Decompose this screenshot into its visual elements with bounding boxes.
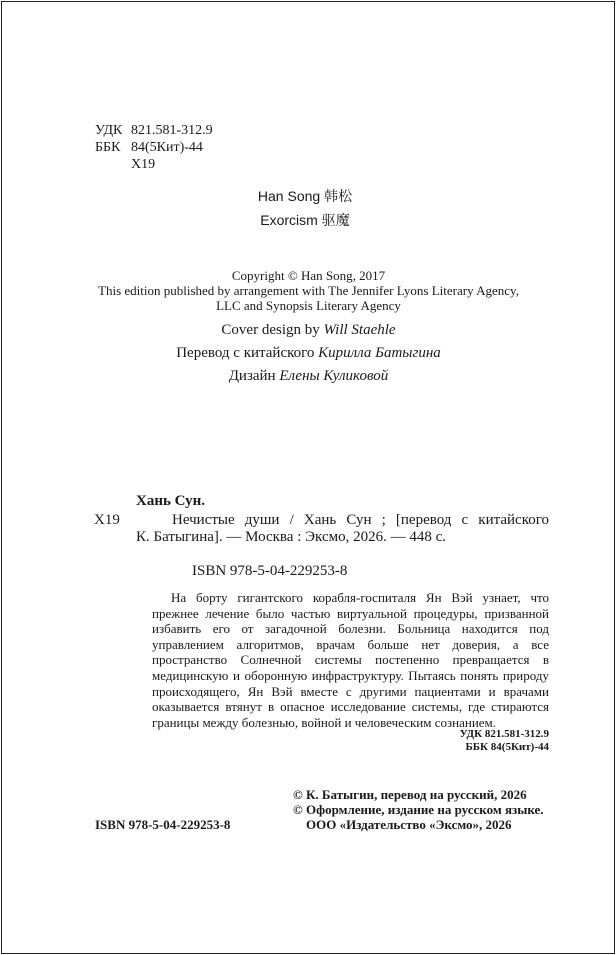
annotation xyxy=(152,590,549,730)
udk-label: УДК xyxy=(95,123,123,138)
bbk-label: ББК xyxy=(95,140,121,155)
udk-value: 821.581-312.9 xyxy=(131,123,213,138)
annotation-text: На борту гигантского корабля-госпиталя Ян Вэй узнает, что прежнее лечение было частью виртуальной процедуры, призванной избавить его от загадочной болезни. Больница находится под управлением алгоритмов, врачам больше нет доверия, а все пространство Солнечной системы постепенно превращается в медицинскую и оборонную инфраструктуру. Пытаясь понять природу происходящего, Ян Вэй вместе с другими пациентами и врачами оказывается втянут в опасное исследование системы, где стираются границы между болезнью, войной и человеческим сознанием. xyxy=(152,590,549,730)
bib-mark: Х19 xyxy=(94,512,120,528)
original-author: Han Song 韩松 xyxy=(257,188,353,204)
bib-line-1: Нечистые души / Хань Сун ; [перевод с китайского xyxy=(172,512,549,528)
author-mark: Х19 xyxy=(131,157,156,172)
copyright-publisher: ООО «Издательство «Эксмо», 2026 xyxy=(306,817,512,832)
bbk-value: 84(5Кит)-44 xyxy=(131,140,203,155)
cover-credit-prefix: Cover design by xyxy=(221,322,324,338)
copyright-line: Copyright © Han Song, 2017 xyxy=(231,268,386,283)
cover-designer: Will Staehle xyxy=(323,322,396,338)
translator-name: Кирилла Батыгина xyxy=(318,345,441,361)
bib-line-2: К. Батыгина]. — Москва : Эксмо, 2026. — 448 с. xyxy=(136,529,446,545)
designer-name: Елены Куликовой xyxy=(279,368,389,384)
annotation-udk: УДК 821.581-312.9 xyxy=(459,728,549,740)
copyright-design: © Оформление, издание на русском языке. xyxy=(293,802,544,817)
arrangement-line-1: This edition published by arrangement with The Jennifer Lyons Literary Agency, xyxy=(98,283,519,298)
cover-credit xyxy=(60,322,557,339)
bib-heading: Хань Сун. xyxy=(136,493,206,509)
annotation-bbk: ББК 84(5Кит)-44 xyxy=(465,741,549,753)
translation-credit xyxy=(60,345,557,362)
footer-isbn: ISBN 978-5-04-229253-8 xyxy=(95,817,231,832)
design-credit xyxy=(60,368,557,385)
original-title: Exorcism 驱魔 xyxy=(260,212,350,228)
translation-credit-prefix: Перевод с китайского xyxy=(176,345,319,361)
copyright-translation: © К. Батыгин, перевод на русский, 2026 xyxy=(293,787,527,802)
bib-isbn: ISBN 978-5-04-229253-8 xyxy=(192,563,348,579)
arrangement-line-2: LLC and Synopsis Literary Agency xyxy=(216,298,401,313)
design-credit-prefix: Дизайн xyxy=(228,368,280,384)
